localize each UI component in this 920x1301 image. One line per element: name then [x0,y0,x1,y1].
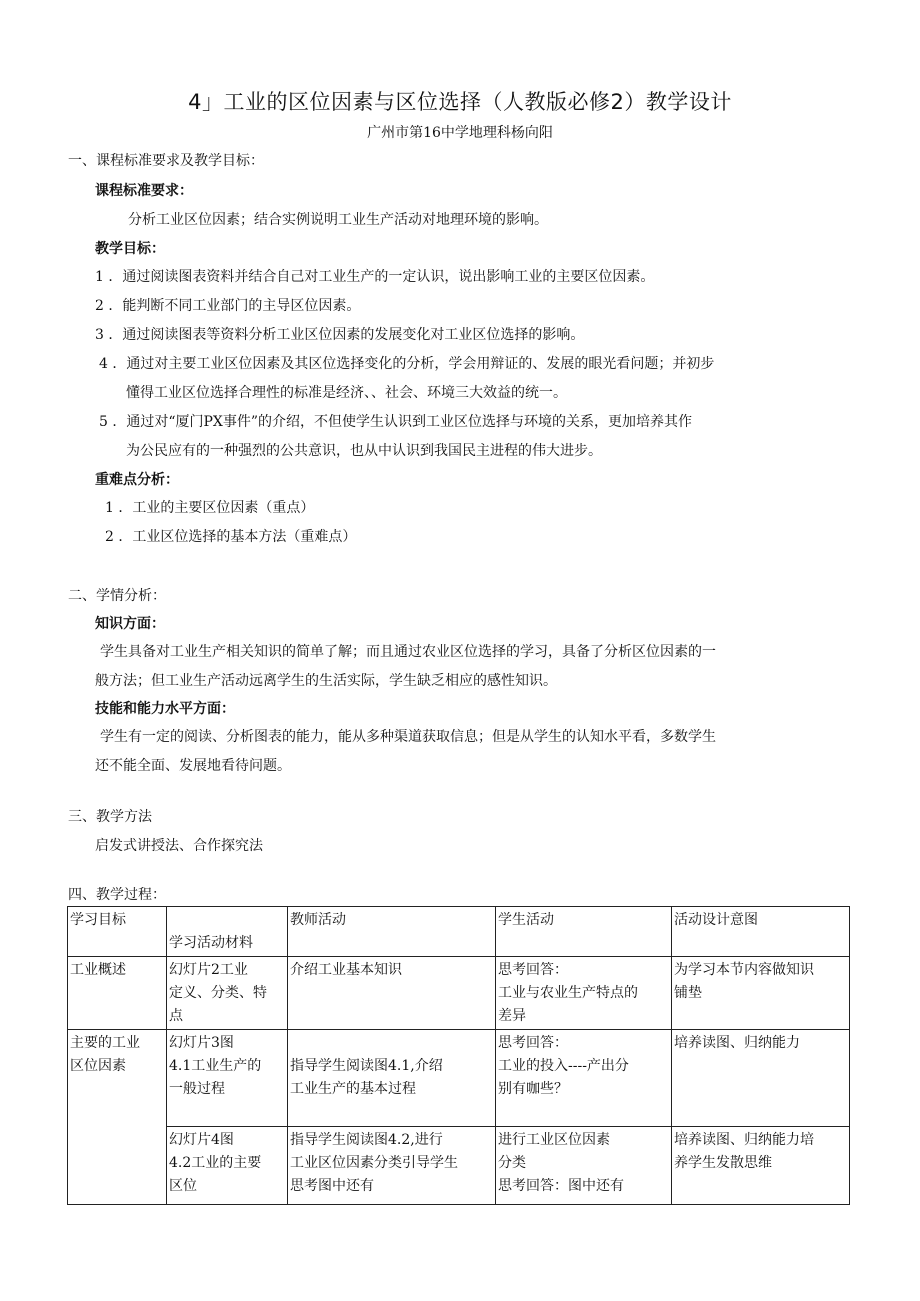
table-row [68,1030,850,1127]
goal-item-2: 2 ．能判断不同工业部门的主导区位因素。 [95,298,361,314]
goal-item-3: 3 ．通过阅读图表等资料分析工业区位因素的发展变化对工业区位选择的影响。 [95,327,585,343]
key-points-heading: 重难点分析： [95,472,179,488]
goals-heading: 教学目标： [95,241,165,257]
header-cell: 学生活动 [496,907,672,957]
section3-heading: 三、教学方法 [68,809,152,825]
section1-heading: 一、课程标准要求及教学目标： [68,153,264,169]
standard-heading: 课程标准要求： [95,183,193,199]
goal-item-5: 5 ．通过对“厦门PX事件”的介绍，不但使学生认识到工业区位选择与环境的关系，更加培养其作 [99,414,693,430]
skill-line-2: 还不能全面、发展地看待问题。 [95,758,291,774]
standard-text: 分析工业区位因素；结合实例说明工业生产活动对地理环境的影响。 [128,212,548,228]
table-cell: 工业概述 [68,957,167,1030]
section4-heading: 四、教学过程： [68,887,166,903]
table-cell: 思考回答： 工业的投入----产出分 别有咖些？ [496,1030,672,1127]
table-cell: 培养读图、归纳能力培 养学生发散思维 [672,1127,850,1205]
table-row [68,1127,850,1205]
skill-heading: 技能和能力水平方面： [95,701,235,717]
header-cell: 教师活动 [288,907,496,957]
key-point-2: 2 ．工业区位选择的基本方法（重难点） [105,529,357,545]
goal-item-1: 1 ．通过阅读图表资料并结合自己对工业生产的一定认识，说出影响工业的主要区位因素。 [95,269,655,285]
table-cell: 幻灯片3图 4.1工业生产的 一般过程 [167,1030,288,1127]
table-cell: 幻灯片4图 4.2工业的主要 区位 [167,1127,288,1205]
table-cell: 指导学生阅读图4.2,进行 工业区位因素分类引导学生 思考图中还有 [288,1127,496,1205]
goal-item-5-cont: 为公民应有的一种强烈的公共意识，也从中认识到我国民主进程的伟大进步。 [126,443,602,459]
table-cell: 指导学生阅读图4.1,介绍 工业生产的基本过程 [288,1030,496,1127]
document-title: 4」工业的区位因素与区位选择（人教版必修2）教学设计 [188,90,732,114]
header-cell: 学习目标 [68,907,167,957]
teaching-process-table [67,906,850,1205]
knowledge-heading: 知识方面： [95,616,165,632]
table-row [68,957,850,1030]
key-point-1: 1 ．工业的主要区位因素（重点） [105,500,315,516]
table-cell: 进行工业区位因素 分类 思考回答：图中还有 [496,1127,672,1205]
table-cell: 主要的工业 区位因素 [68,1030,167,1205]
table-cell: 幻灯片2工业 定义、分类、特 点 [167,957,288,1030]
table-cell: 培养读图、归纳能力 [672,1030,850,1127]
method-text: 启发式讲授法、合作探究法 [95,838,263,854]
header-cell: 学习活动材料 [167,907,288,957]
header-cell: 活动设计意图 [672,907,850,957]
table-header-row [68,907,850,957]
table-cell: 为学习本节内容做知识 铺垫 [672,957,850,1030]
knowledge-line-1: 学生具备对工业生产相关知识的简单了解；而且通过农业区位选择的学习，具备了分析区位因素的一 [100,644,716,660]
skill-line-1: 学生有一定的阅读、分析图表的能力，能从多种渠道获取信息；但是从学生的认知水平看，多数学生 [100,729,716,745]
goal-item-4-cont: 懂得工业区位选择合理性的标准是经济、、社会、环境三大效益的统一。 [126,385,567,401]
author-line: 广州市第16中学地理科杨向阳 [367,125,553,141]
goal-item-4: 4 ．通过对主要工业区位因素及其区位选择变化的分析，学会用辩证的、发展的眼光看问题；并初步 [99,356,715,372]
table-cell: 介绍工业基本知识 [288,957,496,1030]
table-cell: 思考回答： 工业与农业生产特点的 差异 [496,957,672,1030]
knowledge-line-2: 般方法；但工业生产活动远离学生的生活实际，学生缺乏相应的感性知识。 [95,673,557,689]
section2-heading: 二、学情分析： [68,588,166,604]
